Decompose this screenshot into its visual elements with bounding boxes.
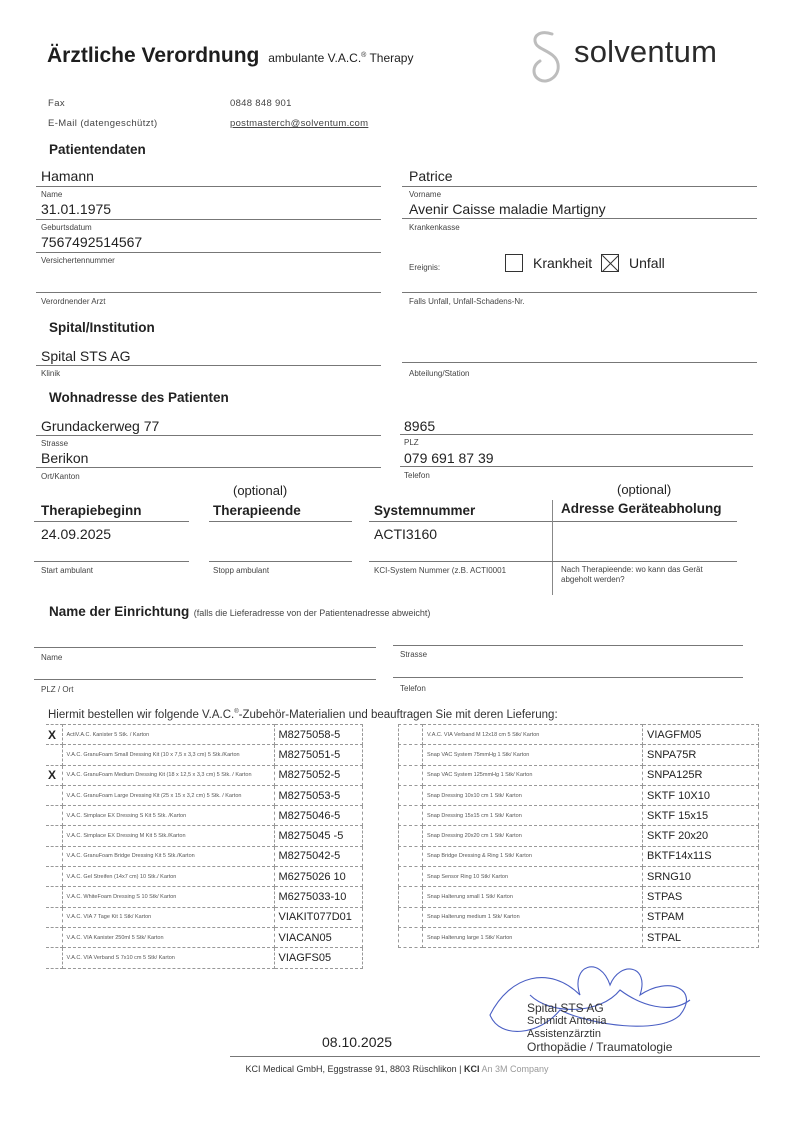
order-brand: Snap [427,934,440,941]
facility-zip-city-label: PLZ / Ort [41,685,74,694]
krankheit-checkbox[interactable] [505,254,523,272]
order-code: M8275045 -5 [274,826,362,846]
therapy-start-head-line [34,521,189,522]
order-desc-text: Halterung medium 1 Stk/ Karton [441,914,520,921]
order-row [399,927,759,947]
order-row [46,867,362,887]
order-row [46,948,362,968]
system-head-line [369,521,737,522]
therapy-end-label: Stopp ambulant [213,566,270,575]
street-value[interactable]: Grundackerweg 77 [41,418,160,434]
order-description [423,745,643,765]
system-number-label: KCI-System Nummer (z.B. ACTI0001 [374,566,507,575]
order-code: M6275026 10 [274,867,362,887]
title-subtitle [268,51,413,65]
order-desc-text: V.A.C. GranuFoam Large Dressing Kit (25 x 15 x 3,2 cm) 5 Stk. / Karton [66,792,242,799]
stamp-line-3: Assistenzärztin [527,1028,601,1040]
order-row [399,806,759,826]
fax-value: 0848 848 901 [230,98,292,109]
facility-phone-line [393,677,743,678]
address-section-title: Wohnadresse des Patienten [49,390,229,405]
order-brand: Snap [427,914,440,921]
order-code: SRNG10 [643,867,759,887]
facility-title: Name der Einrichtung [49,604,190,619]
footer-company: KCI Medical GmbH, Eggstrasse 91, 8803 Rüschlikon [245,1064,457,1074]
street-line [36,435,381,436]
order-desc-text: Dressing 10x10 cm 1 Stk/ Karton [441,792,522,799]
insurance-number-label: Versichertennummer [41,256,115,265]
order-description [423,765,643,785]
event-label: Ereignis: [409,263,441,272]
patient-name-label: Name [41,190,63,199]
therapy-end-line [209,561,352,562]
order-brand: V.A.C. GranuFoam [66,853,113,860]
order-brand: V.A.C. WhiteFoam [66,894,112,901]
order-brand: Snap [427,792,440,799]
unfall-checkbox[interactable] [601,254,619,272]
birthdate-line [36,219,381,220]
order-code: M8275051-5 [274,745,362,765]
order-description [62,867,274,887]
insurance-number-value[interactable]: 7567492514567 [41,234,143,250]
therapy-start-value[interactable]: 24.09.2025 [41,526,112,542]
signature-date: 08.10.2025 [322,1034,393,1050]
city-value[interactable]: Berikon [41,450,89,466]
pickup-label-2: abgeholt werden? [561,575,625,584]
city-line [36,467,381,468]
facility-name-line [34,647,376,648]
order-checkmark[interactable] [399,927,423,947]
order-intro-end: -Zubehör-Materialien und beauftragen Sie mit deren Lieferung: [238,709,558,721]
order-brand: Snap [427,894,440,901]
patient-name-value[interactable]: Hamann [41,168,94,184]
order-checkmark[interactable] [46,846,62,866]
stamp-line-4: Orthopädie / Traumatologie [527,1040,673,1054]
order-brand: Snap [427,772,440,779]
pickup-label-1: Nach Therapieende: wo kann das Gerät [561,565,703,574]
order-checkmark[interactable] [399,887,423,907]
footer-separator: | [459,1064,462,1074]
clinic-label: Klinik [41,369,61,378]
order-brand: Snap [427,873,440,880]
order-desc-text: VAC System 75mmHg 1 Stk/ Karton [441,751,530,758]
order-brand: V.A.C. [66,833,82,840]
phone-line [400,466,753,467]
zip-label: PLZ [404,438,419,447]
order-checkmark[interactable] [46,867,62,887]
pickup-divider [552,500,553,595]
logo-text: solventum [574,34,718,69]
order-checkmark[interactable] [399,846,423,866]
order-intro-mark: ® [234,709,239,716]
therapy-start-line [34,561,189,562]
signature-line [230,1056,760,1057]
order-description [423,907,643,927]
document-title [47,44,413,68]
accident-number-label: Falls Unfall, Unfall-Schadens-Nr. [409,297,525,306]
stamp-line-1: Spital STS AG [527,1001,604,1015]
order-desc-text: Gel Streifen (14x7 cm) 10 Stk./ Karton [83,873,177,880]
order-brand: V.A.C. [66,954,82,961]
order-row [399,725,759,745]
order-brand: V.A.C. [66,873,82,880]
therapy-start-label: Start ambulant [41,566,94,575]
order-code: M8275058-5 [274,725,362,745]
unfall-label: Unfall [629,255,665,271]
system-line [369,561,737,562]
zip-line [400,434,753,435]
order-code: M8275046-5 [274,806,362,826]
phone-value[interactable]: 079 691 87 39 [404,450,494,466]
order-description [62,907,274,927]
subtitle-text: ambulante V.A.C. [268,51,362,65]
order-table-left [46,724,363,969]
insurance-number-line [36,252,381,253]
order-checkmark[interactable] [399,806,423,826]
patient-section-title: Patientendaten [49,142,146,157]
order-description [423,785,643,805]
order-desc-text: Dressing 20x20 cm 1 Stk/ Karton [441,833,522,840]
order-row [399,907,759,927]
order-description [423,867,643,887]
department-line [402,362,757,363]
order-checkmark[interactable] [399,745,423,765]
doctor-line [36,292,381,293]
registered-mark: ® [361,52,367,59]
order-code: STPAS [643,887,759,907]
insurer-label: Krankenkasse [409,223,460,232]
order-description [62,887,274,907]
order-row [46,907,362,927]
order-brand: Snap [427,751,440,758]
order-code: SNPA125R [643,765,759,785]
order-checkmark[interactable] [46,745,62,765]
order-row [46,846,362,866]
order-row [399,846,759,866]
order-row [399,745,759,765]
footer-brand: KCI [463,1064,480,1074]
order-row [46,725,362,745]
order-desc-text: Simplace EX Dressing M Kit 5 Stk./Karton [83,833,186,840]
order-row [399,867,759,887]
order-description [62,806,274,826]
order-brand: Snap [427,812,440,819]
order-checkmark[interactable]: X [46,725,62,745]
order-desc-text: Sensor Ring 10 Stk/ Karton [441,873,509,880]
order-checkmark[interactable] [46,948,62,968]
city-label: Ort/Kanton [41,472,80,481]
order-description [423,846,643,866]
order-row [46,745,362,765]
order-code: SKTF 10X10 [643,785,759,805]
order-brand: V.A.C. [66,812,82,819]
order-brand: V.A.C. [66,914,82,921]
order-desc-text: VIA Kanister 250ml 5 Stk/ Karton [83,934,164,941]
solventum-logo [526,28,776,88]
order-desc-text: Halterung small 1 Stk/ Karton [441,894,513,901]
order-code: VIAGFS05 [274,948,362,968]
clinic-value[interactable]: Spital STS AG [41,348,131,364]
order-description [423,887,643,907]
order-code: BKTF14x11S [643,846,759,866]
facility-street-label: Strasse [400,650,428,659]
order-code: VIAKIT077D01 [274,907,362,927]
order-code: M6275033-10 [274,887,362,907]
subtitle-end: Therapy [369,51,414,65]
order-brand: Snap [427,833,440,840]
order-description [62,927,274,947]
order-row [399,887,759,907]
logo-mark-icon [526,28,570,88]
facility-phone-label: Telefon [400,684,426,693]
order-description [423,806,643,826]
order-description [62,846,274,866]
email-link[interactable]: postmasterch@solventum.com [230,118,369,129]
therapy-end-head-line [209,521,352,522]
order-description [62,826,274,846]
order-row [399,826,759,846]
therapy-end-head: Therapieende [213,503,301,518]
order-description [62,765,274,785]
facility-heading [49,603,430,621]
order-checkmark[interactable] [46,806,62,826]
order-row [46,806,362,826]
order-code: STPAL [643,927,759,947]
order-code: SNPA75R [643,745,759,765]
order-checkmark[interactable] [399,907,423,927]
stamp-line-2: Schmidt Antonia [527,1015,607,1027]
order-description [62,948,274,968]
order-desc-text: VIA Verband S 7x10 cm 5 Stk/ Karton [83,954,175,961]
order-desc-text: VAC System 125mmHg 1 Stk/ Karton [441,772,533,779]
order-desc-text: Simplace EX Dressing S Kit 5 Stk. /Karton [83,812,187,819]
order-desc-text: Dressing S 10 Stk/ Karton [113,894,177,901]
order-description [423,725,643,745]
order-brand: V.A.C. [66,934,82,941]
krankheit-label: Krankheit [533,255,593,271]
institution-section-title: Spital/Institution [49,320,155,335]
order-row [46,765,362,785]
insurer-value[interactable]: Avenir Caisse maladie Martigny [409,201,606,217]
facility-note: (falls die Lieferadresse von der Patientenadresse abweicht) [193,608,431,618]
firstname-value[interactable]: Patrice [409,168,453,184]
insurer-line [402,218,757,219]
order-intro-start: Hiermit bestellen wir folgende V.A.C. [48,709,235,721]
department-label: Abteilung/Station [409,369,470,378]
facility-zip-line [34,679,376,680]
order-checkmark[interactable] [399,867,423,887]
email-label: E-Mail (datengeschützt) [48,118,158,129]
order-code: VIAGFM05 [643,725,759,745]
order-checkmark[interactable] [399,826,423,846]
order-desc-text: VIA Verband M 12x18 cm 5 Stk/ Karton [443,731,540,738]
therapy-end-optional: (optional) [233,483,288,498]
order-row [46,927,362,947]
order-checkmark[interactable] [399,725,423,745]
order-checkmark[interactable] [46,907,62,927]
birthdate-label: Geburtsdatum [41,223,92,232]
pickup-optional: (optional) [617,482,672,497]
order-checkmark[interactable] [46,785,62,805]
order-desc-text: V.A.C. GranuFoam Small Dressing Kit (10 x 7,5 x 3,3 cm) 5 Stk./Karton [66,751,240,758]
order-checkmark[interactable] [46,826,62,846]
order-row [46,826,362,846]
order-code: SKTF 15x15 [643,806,759,826]
order-intro [48,709,558,721]
order-brand: V.A.C. [427,731,443,738]
order-code: VIACAN05 [274,927,362,947]
order-desc-text: Bridge Dressing & Ring 1 Stk/ Karton [441,853,532,860]
order-description [62,785,274,805]
order-code: M8275052-5 [274,765,362,785]
order-desc-text: Bridge Dressing Kit 5 Stk./Karton [114,853,195,860]
order-row [399,765,759,785]
order-description [62,745,274,765]
order-checkmark[interactable] [46,887,62,907]
order-code: M8275053-5 [274,785,362,805]
order-description [423,927,643,947]
order-row [46,887,362,907]
therapy-start-head: Therapiebeginn [41,503,142,518]
order-row [46,785,362,805]
order-desc-text: Dressing 15x15 cm 1 Stk/ Karton [441,812,522,819]
clinic-line [36,365,381,366]
pickup-address-head: Adresse Geräteabholung [561,501,722,516]
facility-street-line [393,645,743,646]
order-checkmark[interactable] [46,927,62,947]
footer [0,1064,794,1074]
order-checkmark[interactable] [399,765,423,785]
order-row [399,785,759,805]
order-desc-text: Halterung large 1 Stk/ Karton [441,934,513,941]
title-main: Ärztliche Verordnung [47,44,260,67]
birthdate-value[interactable]: 31.01.1975 [41,201,112,217]
order-desc-text: ActiV.A.C. Kanister 5 Stk. / Karton [66,731,150,738]
zip-value[interactable]: 8965 [404,418,436,434]
doctor-label: Verordnender Arzt [41,297,106,306]
name-line [36,186,381,187]
fax-label: Fax [48,98,66,109]
order-code: M8275042-5 [274,846,362,866]
firstname-line [402,186,757,187]
firstname-label: Vorname [409,190,442,199]
order-description [62,725,274,745]
footer-tagline: An 3M Company [481,1064,549,1074]
system-number-value[interactable]: ACTI3160 [374,526,438,542]
accident-number-line [402,292,757,293]
order-table-right [398,724,759,948]
doctor-stamp [527,1002,672,1054]
phone-label: Telefon [404,471,430,480]
order-desc-text: VIA 7 Tage Kit 1 Stk/ Karton [83,914,152,921]
system-number-head: Systemnummer [374,503,476,518]
order-desc-text: V.A.C. GranuFoam Medium Dressing Kit (18 x 12,5 x 3,3 cm) 5 Stk. / Karton [66,772,252,779]
order-checkmark[interactable]: X [46,765,62,785]
order-code: SKTF 20x20 [643,826,759,846]
street-label: Strasse [41,439,69,448]
facility-name-label: Name [41,653,63,662]
order-brand: Snap [427,853,440,860]
order-code: STPAM [643,907,759,927]
order-description [423,826,643,846]
order-checkmark[interactable] [399,785,423,805]
